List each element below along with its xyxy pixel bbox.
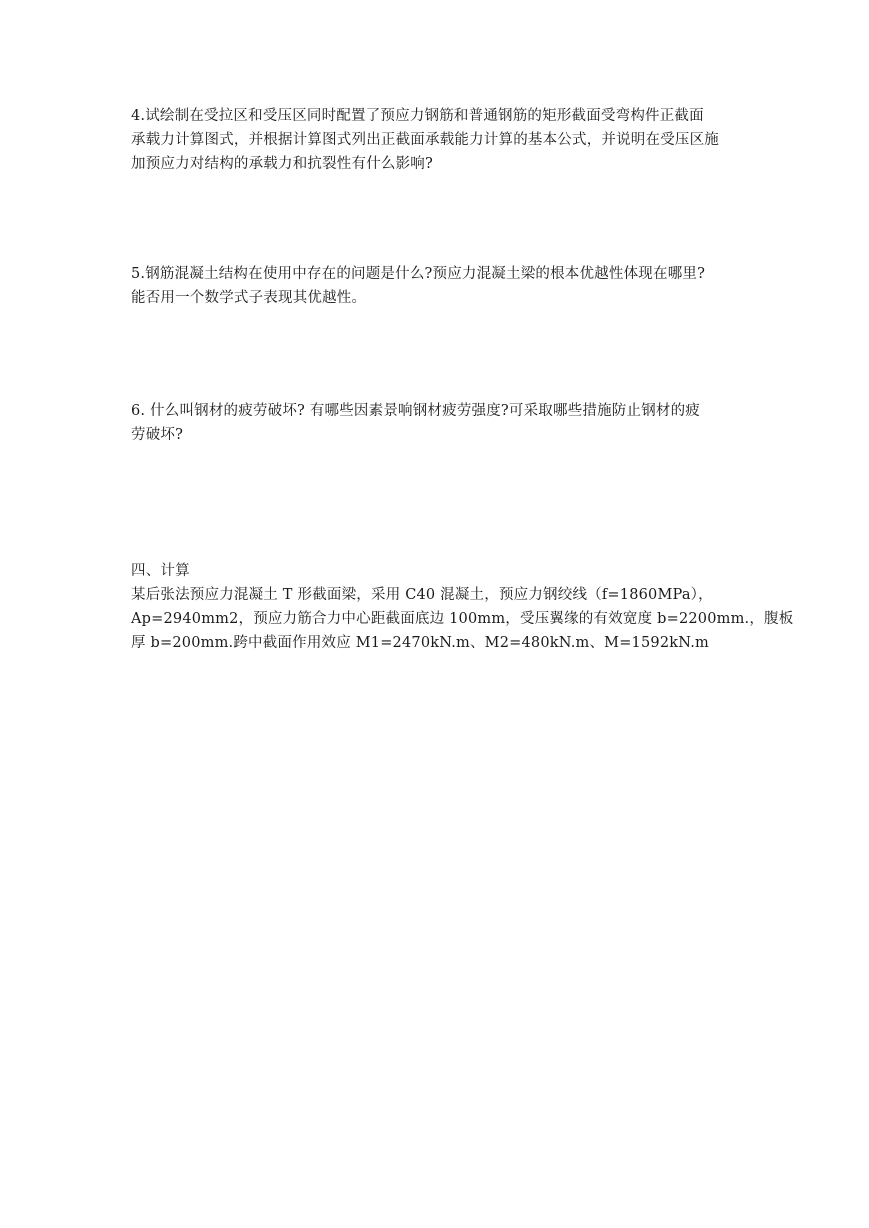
question-6-line: 劳破坏? (131, 427, 184, 443)
section-calculation (131, 559, 794, 655)
question-4 (131, 104, 741, 176)
question-4-line: 加预应力对结构的承载力和抗裂性有什么影响? (131, 156, 433, 172)
question-4-line: 4.试绘制在受拉区和受压区同时配置了预应力钢筋和普通钢筋的矩形截面受弯构件正截面 (131, 108, 704, 124)
question-4-line: 承载力计算图式，并根据计算图式列出正截面承载能力计算的基本公式，并说明在受压区施 (131, 132, 719, 148)
calculation-problem-line: 厚 b=200mm.跨中截面作用效应 M1=2470kN.m、M2=480kN.m、M=1592kN.m (131, 635, 709, 651)
question-6-line: 6. 什么叫钢材的疲劳破坏? 有哪些因素景响钢材疲劳强度?可采取哪些措施防止钢材的疲 (131, 403, 700, 419)
question-6 (131, 399, 741, 447)
question-5 (131, 262, 741, 310)
calculation-problem-line: 某后张法预应力混凝土 T 形截面梁，采用 C40 混凝土，预应力钢绞线（f=1860MPa）， (131, 587, 713, 603)
calculation-problem-line: Ap=2940mm2，预应力筋合力中心距截面底边 100mm，受压翼缘的有效宽度 b=2200mm.，腹板 (131, 611, 794, 627)
section-heading: 四、计算 (131, 563, 190, 579)
question-5-line: 5.钢筋混凝土结构在使用中存在的问题是什么?预应力混凝土梁的根本优越性体现在哪里? (131, 266, 706, 282)
question-5-line: 能否用一个数学式子表现其优越性。 (131, 290, 367, 306)
